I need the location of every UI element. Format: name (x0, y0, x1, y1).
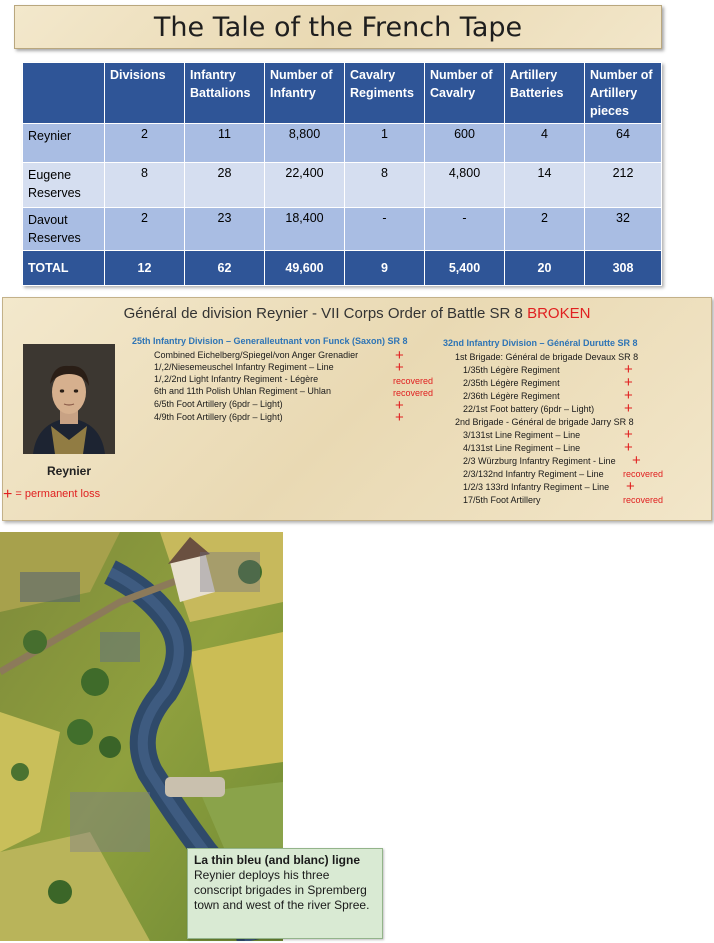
table-cell: 32 (585, 208, 662, 251)
header-cell: Divisions (105, 63, 185, 124)
row-label: TOTAL (23, 251, 105, 286)
page-title: The Tale of the French Tape (153, 11, 523, 43)
brigade-header: 1st Brigade: Général de brigade Devaux SR 8 (455, 352, 639, 362)
table-cell: 2 (105, 124, 185, 163)
table-cell: 22,400 (265, 163, 345, 208)
photo-caption (187, 848, 383, 939)
table-cell: 4 (505, 124, 585, 163)
unit-line: 4/9th Foot Artillery (6pdr – Light) (154, 412, 283, 422)
permanent-loss-icon: + (395, 409, 404, 426)
permanent-loss-icon: + (3, 486, 13, 503)
unit-line: 2/35th Légère Regiment (463, 378, 560, 388)
unit-line: 22/1st Foot battery (6pdr – Light) (463, 404, 595, 414)
total-row (23, 251, 662, 286)
permanent-loss-icon: + (395, 397, 404, 414)
recovered-label: recovered (393, 388, 434, 398)
unit-line: 6/5th Foot Artillery (6pdr – Light) (154, 399, 283, 409)
table-cell: - (425, 208, 505, 251)
table-cell: 8,800 (265, 124, 345, 163)
unit-line: 2/36th Légère Regiment (463, 391, 560, 401)
unit-line: Combined Eichelberg/Spiegel/von Anger Grenadier (154, 350, 359, 360)
table-cell: 11 (185, 124, 265, 163)
table-cell: 8 (105, 163, 185, 208)
reynier-portrait (23, 344, 115, 454)
permanent-loss-icon: + (624, 374, 633, 391)
table-cell: 4,800 (425, 163, 505, 208)
header-cell: Cavalry Regiments (345, 63, 425, 124)
permanent-loss-icon: + (395, 359, 404, 376)
table-cell: 20 (505, 251, 585, 286)
unit-line: 6th and 11th Polish Uhlan Regiment – Uhlan (154, 386, 331, 396)
permanent-loss-icon: + (624, 439, 633, 456)
unit-line: 1/2/3 133rd Infantry Regiment – Line (463, 482, 610, 492)
permanent-loss-icon: + (395, 347, 404, 364)
table-cell: 212 (585, 163, 662, 208)
table-cell: 23 (185, 208, 265, 251)
permanent-loss-icon: + (624, 361, 633, 378)
table-cell: 2 (505, 208, 585, 251)
portrait-label: Reynier (46, 464, 92, 478)
brigade-header: 2nd Brigade - Général de brigade Jarry SR 8 (455, 417, 634, 427)
permanent-loss-icon: + (624, 426, 633, 443)
caption-text: Reynier deploys his three conscript brigades in Spremberg town and west of the river Spree. (194, 868, 370, 912)
header-cell: Number of Cavalry (425, 63, 505, 124)
header-cell (23, 63, 105, 124)
table-cell: - (345, 208, 425, 251)
recovered-label: recovered (623, 469, 664, 479)
table-header-row (23, 63, 662, 124)
unit-line: 1/35th Légère Regiment (463, 365, 560, 375)
table-row (23, 208, 662, 251)
header-cell: Number of Artillery pieces (585, 63, 662, 124)
table-cell: 49,600 (265, 251, 345, 286)
header-cell: Infantry Battalions (185, 63, 265, 124)
row-label: Davout Reserves (23, 208, 105, 251)
row-label: Reynier (23, 124, 105, 163)
forces-table (22, 62, 662, 286)
table-cell: 9 (345, 251, 425, 286)
permanent-loss-icon: + (624, 400, 633, 417)
unit-line: 3/131st Line Regiment – Line (463, 430, 581, 440)
table-cell: 14 (505, 163, 585, 208)
table-cell: 8 (345, 163, 425, 208)
header-cell: Number of Infantry (265, 63, 345, 124)
division-32 (443, 338, 705, 513)
table-cell: 2 (105, 208, 185, 251)
table-cell: 5,400 (425, 251, 505, 286)
permanent-loss-icon: + (626, 478, 635, 495)
unit-line: 4/131st Line Regiment – Line (463, 443, 581, 453)
table-cell: 308 (585, 251, 662, 286)
division-header: 25th Infantry Division – Generalleutnant von Funck (Saxon) SR 8 (132, 336, 408, 346)
recovered-label: recovered (623, 495, 664, 505)
unit-line: 1/,2/Niesemeuschel Infantry Regiment – Line (154, 362, 334, 372)
unit-line: 17/5th Foot Artillery (463, 495, 541, 505)
title-banner (14, 5, 662, 49)
table-cell: 600 (425, 124, 505, 163)
oob-title (3, 305, 711, 322)
unit-line: 2/3/132nd Infantry Regiment – Line (463, 469, 604, 479)
permanent-loss-icon: + (624, 387, 633, 404)
caption-title: La thin bleu (and blanc) ligne (194, 853, 361, 867)
row-label: Eugene Reserves (23, 163, 105, 208)
table-cell: 64 (585, 124, 662, 163)
table-row (23, 124, 662, 163)
order-of-battle-panel (2, 297, 712, 521)
table-cell: 62 (185, 251, 265, 286)
table-cell: 1 (345, 124, 425, 163)
broken-status: BROKEN (527, 305, 591, 322)
table-cell: 18,400 (265, 208, 345, 251)
legend-text: = permanent loss (15, 488, 101, 500)
recovered-label: recovered (393, 376, 434, 386)
oob-title-text: Général de division Reynier - VII Corps Order of Battle SR 8 (123, 305, 523, 322)
unit-line: 2/3 Würzburg Infantry Regiment - Line (463, 456, 616, 466)
permanent-loss-icon: + (632, 452, 641, 469)
table-cell: 12 (105, 251, 185, 286)
table-row (23, 163, 662, 208)
division-25 (132, 336, 432, 476)
legend (3, 486, 100, 504)
division-header: 32nd Infantry Division – Général Durutte SR 8 (443, 338, 638, 348)
header-cell: Artillery Batteries (505, 63, 585, 124)
table-cell: 28 (185, 163, 265, 208)
unit-line: 1/,2/2nd Light Infantry Regiment - Légère (154, 374, 319, 384)
